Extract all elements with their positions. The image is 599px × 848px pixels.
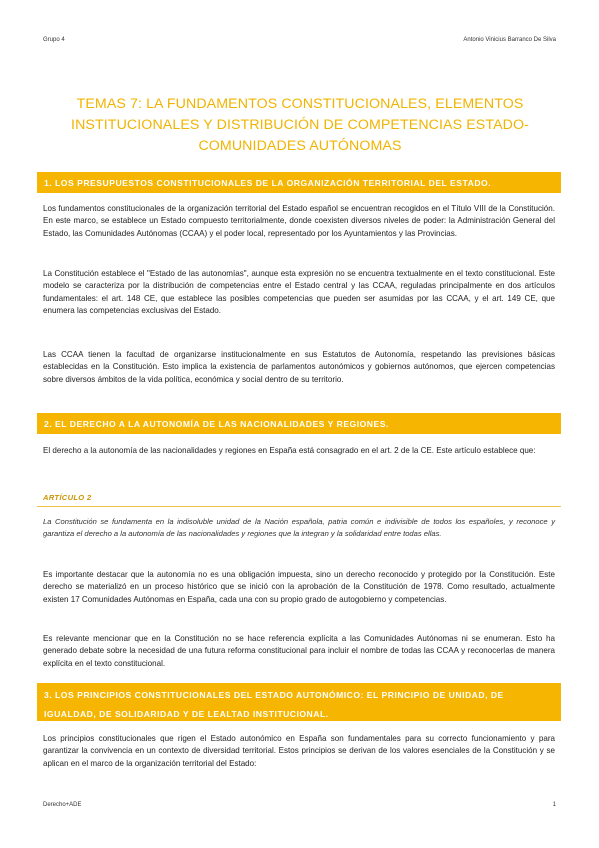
section-1-paragraph-3: Las CCAA tienen la facultad de organizarse institucionalmente en sus Estatutos de Autonomía, respetando las previsiones básicas establecidas en la Constitución. Esto implica la existencia de parlamentos autonómicos y gobiernos autónomos, que ejercen competencias sobre diversos ámbitos de la vida política, económica y social dentro de su territorio. xyxy=(43,350,555,384)
section-2-paragraph-2: Es relevante mencionar que en la Constitución no se hace referencia explícita a las Comunidades Autónomas ni se enumeran. Esto ha generado debate sobre la necesidad de una futura reforma constitucional para incluir el nombre de todas las CCAA y reconocerlas de manera explícita en el texto constitucional. xyxy=(43,634,555,668)
section-2-intro: El derecho a la autonomía de las nacionalidades y regiones en España está consagrado en el art. 2 de la CE. Este artículo establece que: xyxy=(43,446,536,455)
footer-course: Derecho+ADE xyxy=(43,802,82,808)
page-number: 1 xyxy=(552,802,556,808)
section-1-paragraph-1: Los fundamentos constitucionales de la organización territorial del Estado español se encuentran recogidos en el Título VIII de la Constitución. En este marco, se establece un Estado compuesto territorialmente, donde coexisten diversos niveles de poder: la Administración General del Estado, las Comunidades Autónomas (CCAA) y el poder local, representado por los Ayuntamientos y las Provincias. xyxy=(43,204,555,238)
header-author: Antonio Vinicius Barranco De Silva xyxy=(463,37,556,43)
section-3-heading: 3. LOS PRINCIPIOS CONSTITUCIONALES DEL ESTADO AUTONÓMICO: EL PRINCIPIO DE UNIDAD, DE IGUALDAD, DE SOLIDARIDAD Y DE LEALTAD INSTITUCIONAL. xyxy=(37,683,561,721)
section-2-heading: 2. EL DERECHO A LA AUTONOMÍA DE LAS NACIONALIDADES Y REGIONES. xyxy=(37,413,561,434)
article-label: ARTÍCULO 2 xyxy=(43,493,92,502)
header-group: Grupo 4 xyxy=(43,37,65,43)
section-3-paragraph: Los principios constitucionales que rigen el Estado autonómico en España son fundamentales para su correcto funcionamiento y para garantizar la convivencia en un contexto de diversidad territorial. Estos principios se derivan de los valores esenciales de la Constitución y se aplican en el marco de la organización territorial del Estado: xyxy=(43,734,555,768)
article-divider xyxy=(37,506,561,507)
section-2-paragraph-1: Es importante destacar que la autonomía no es una obligación impuesta, sino un derecho reconocido y protegido por la Constitución. Este derecho se materializó en un proceso histórico que se inició con la aprobación de la Constitución de 1978. Como resultado, actualmente existen 17 Comunidades Autónomas en España, cada una con su propio grado de autogobierno y competencias. xyxy=(43,570,555,604)
section-1-heading: 1. LOS PRESUPUESTOS CONSTITUCIONALES DE LA ORGANIZACIÓN TERRITORIAL DEL ESTADO. xyxy=(37,172,561,193)
document-title: TEMAS 7: LA FUNDAMENTOS CONSTITUCIONALES, ELEMENTOS INSTITUCIONALES Y DISTRIBUCIÓN DE COMPETENCIAS ESTADO-COMUNIDADES AUTÓNOMAS xyxy=(71,96,529,154)
section-1-paragraph-2: La Constitución establece el "Estado de las autonomías", aunque esta expresión no se encuentra textualmente en el texto constitucional. Este modelo se caracteriza por la distribución de competencias entre el Estado central y las CCAA, reguladas principalmente en dos artículos fundamentales: el art. 148 CE, que establece las posibles competencias que pueden ser asumidas por las CCAA, y el art. 149 CE, que enumera las competencias exclusivas del Estado. xyxy=(43,269,555,315)
article-quote: La Constitución se fundamenta en la indisoluble unidad de la Nación española, patria común e indivisible de todos los españoles, y reconoce y garantiza el derecho a la autonomía de las nacionalidades y regiones que la integran y la solidaridad entre todas ellas. xyxy=(43,517,555,539)
